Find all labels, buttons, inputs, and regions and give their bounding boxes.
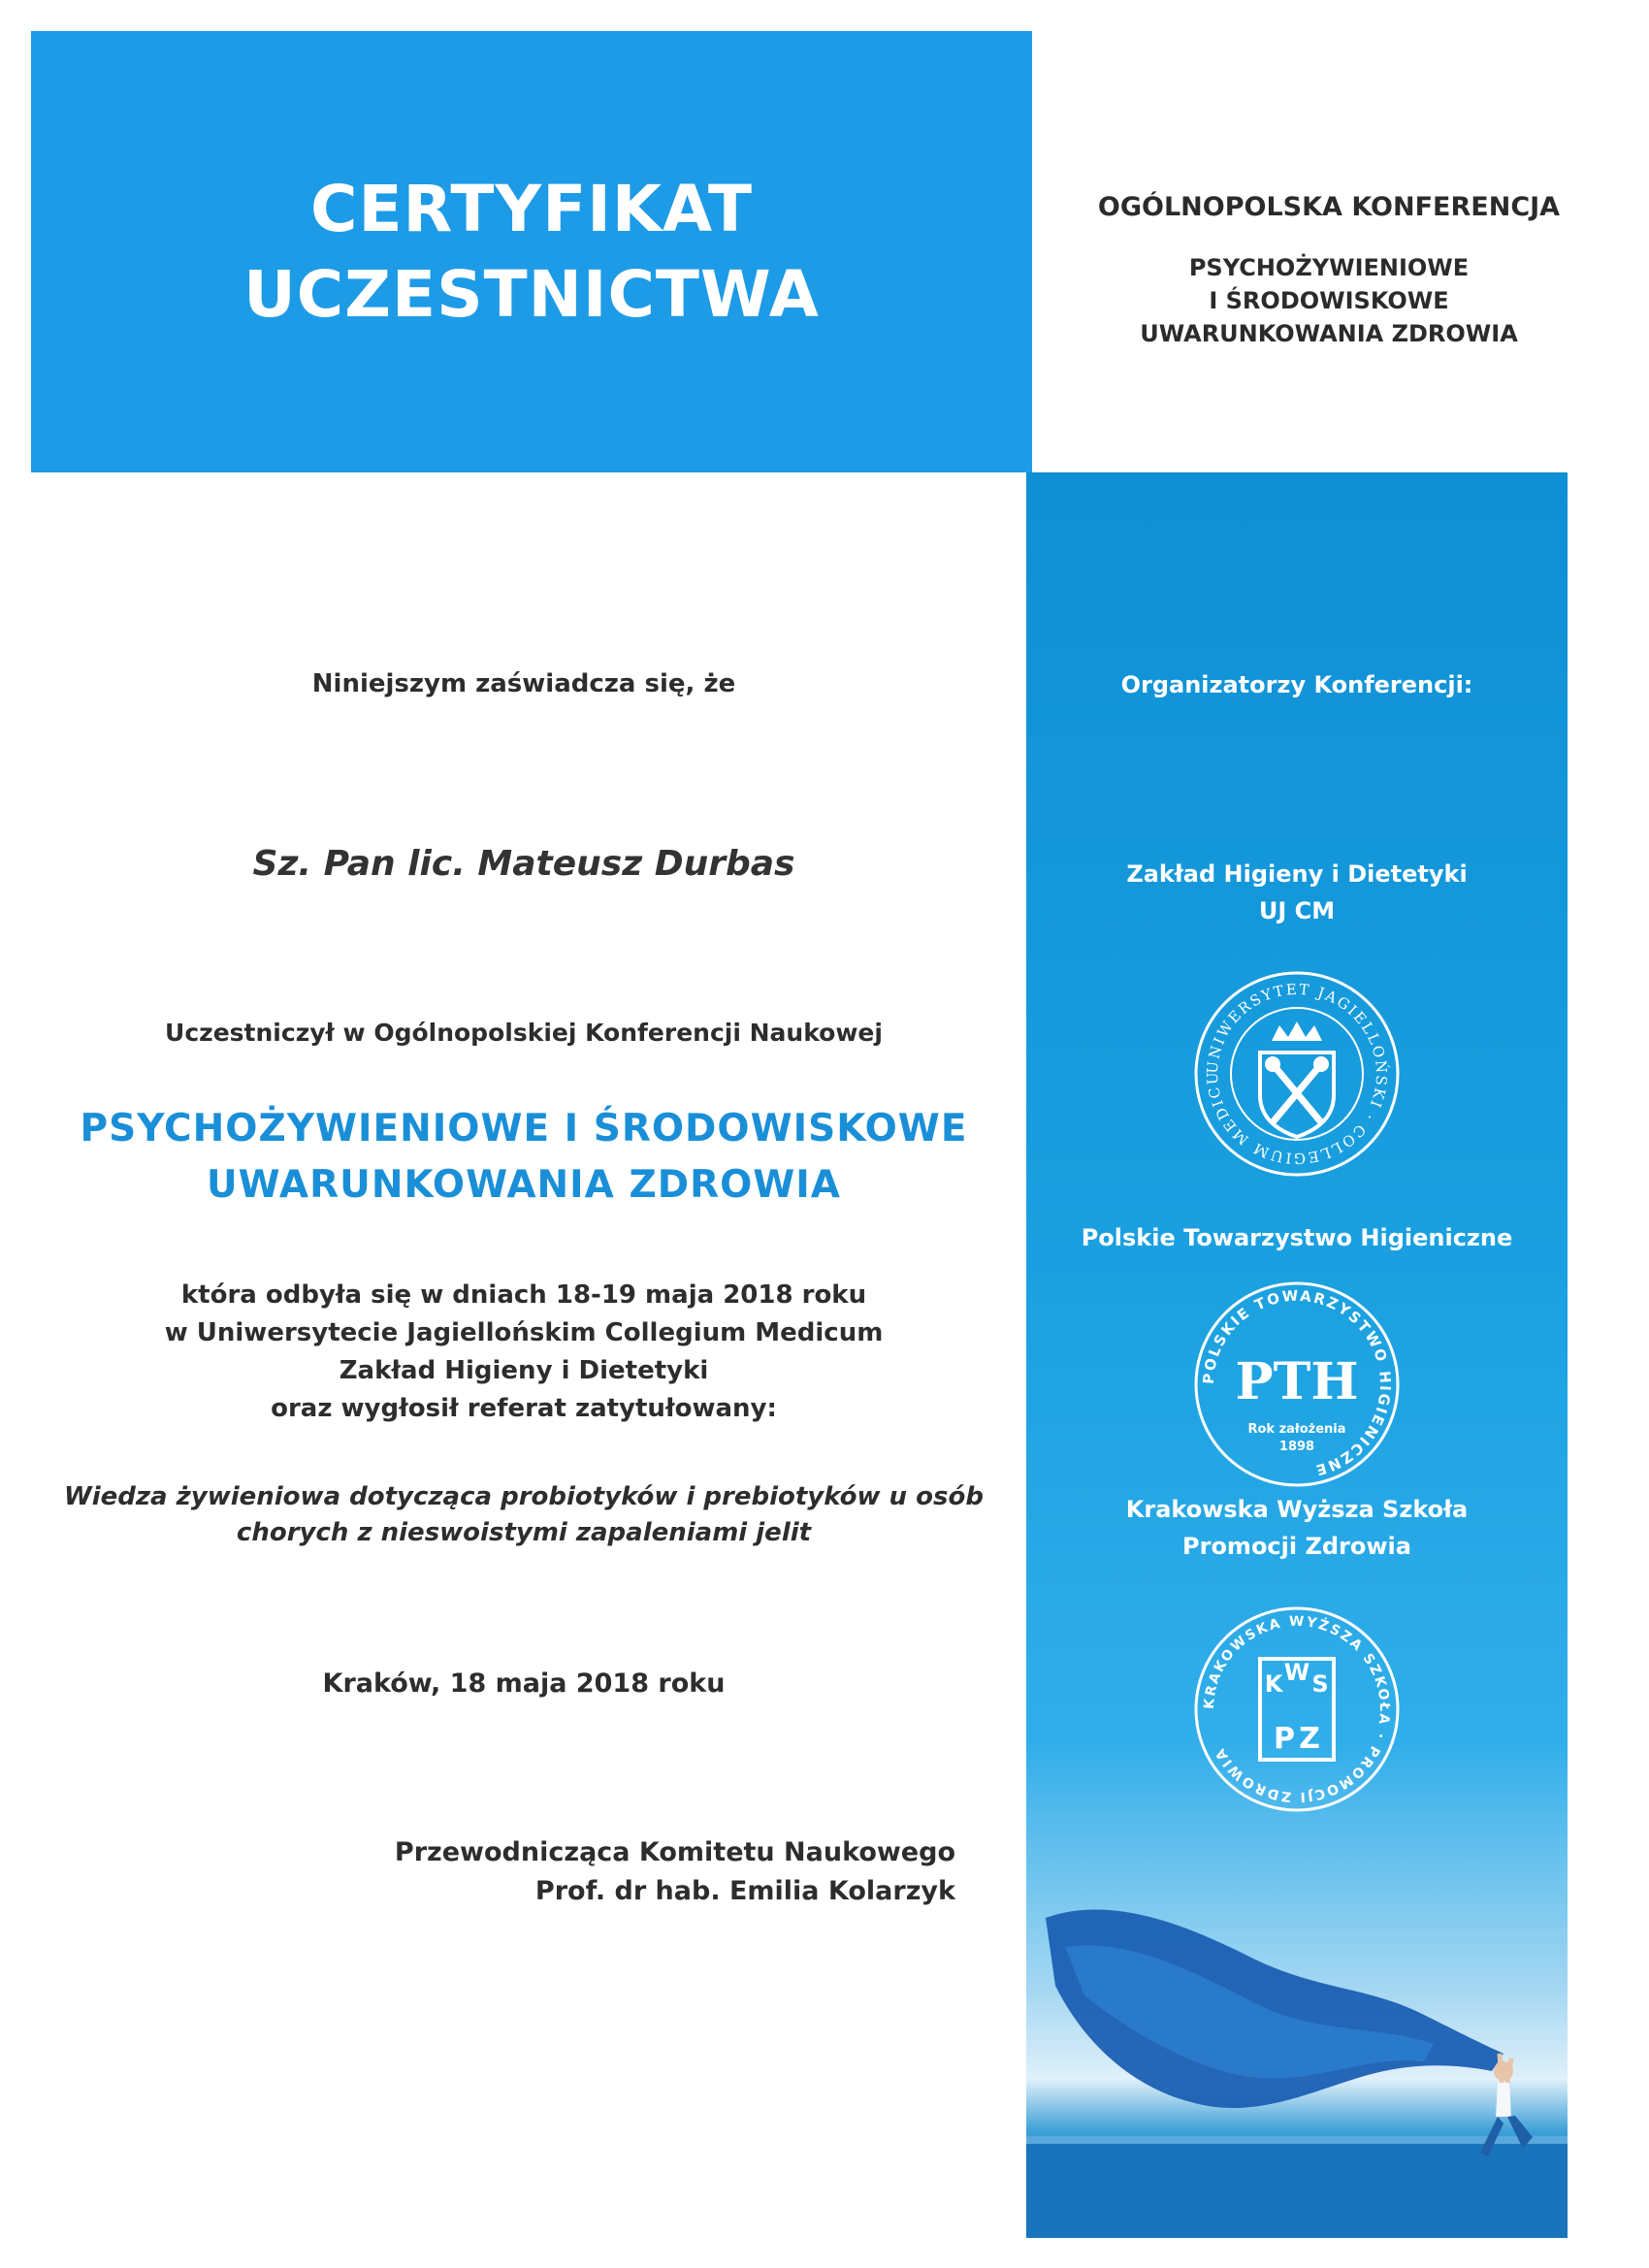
organizer-name-line: Polskie Towarzystwo Higieniczne <box>1081 1224 1513 1251</box>
svg-text:POLSKIE TOWARZYSTWO HIGIENICZN: POLSKIE TOWARZYSTWO HIGIENICZNE <box>1199 1286 1395 1480</box>
svg-text:K: K <box>1264 1670 1283 1698</box>
event-details-line: Zakład Higieny i Dietetyki <box>339 1356 709 1385</box>
event-details <box>39 1277 1009 1428</box>
conference-title-line: UWARUNKOWANIA ZDROWIA <box>207 1163 841 1207</box>
conference-title <box>39 1101 1009 1214</box>
organizer-name-line: Krakowska Wyższa Szkoła <box>1125 1496 1469 1523</box>
decorative-sea-scene <box>1026 1898 1568 2238</box>
kwspz-seal-icon <box>1190 1603 1404 1816</box>
signature-block <box>395 1833 955 1911</box>
talk-title <box>39 1479 1009 1551</box>
intro-text: Niniejszym zaświadcza się, że <box>311 669 736 698</box>
place-and-date: Kraków, 18 maja 2018 roku <box>322 1669 726 1699</box>
signature-role: Przewodnicząca Komitetu Naukowego <box>394 1837 955 1867</box>
svg-text:Z: Z <box>1299 1722 1320 1756</box>
certificate-title-line-2: UCZESTNICTWA <box>243 256 820 332</box>
conference-kicker: OGÓLNOPOLSKA KONFERENCJA <box>1097 192 1561 222</box>
event-details-line: oraz wygłosił referat zatytułowany: <box>271 1394 777 1423</box>
certificate-title-line-1: CERTYFIKAT <box>310 171 753 246</box>
talk-title-line: chorych z nieswoistymi zapaleniami jelit <box>236 1518 812 1547</box>
event-details-line: która odbyła się w dniach 18-19 maja 2018 roku <box>180 1280 867 1310</box>
svg-text:P: P <box>1274 1722 1295 1756</box>
conference-title-line: PSYCHOŻYWIENIOWE I ŚRODOWISKOWE <box>80 1107 968 1150</box>
certificate-title-banner <box>31 31 1032 472</box>
pth-seal-icon <box>1190 1278 1404 1491</box>
svg-text:Rok założenia: Rok założenia <box>1247 1422 1346 1437</box>
svg-text:PTH: PTH <box>1235 1352 1359 1411</box>
organizer-name-pth <box>1026 1219 1568 1256</box>
talk-title-line: Wiedza żywieniowa dotycząca probiotyków i prebiotyków u osób <box>64 1482 984 1511</box>
conference-header-line: UWARUNKOWANIA ZDROWIA <box>1140 320 1518 347</box>
organizers-sidebar <box>1026 472 1568 2238</box>
conference-header <box>1038 192 1620 350</box>
svg-text:UNIWERSYTET JAGIELLOŃSKI · COL: UNIWERSYTET JAGIELLOŃSKI · COLLEGIUM MEDICU <box>1203 980 1391 1168</box>
conference-header-line: PSYCHOŻYWIENIOWE <box>1188 254 1470 281</box>
recipient-name: Sz. Pan lic. Mateusz Durbas <box>252 844 795 884</box>
organizer-name-line: Promocji Zdrowia <box>1182 1533 1411 1560</box>
conference-header-line: I ŚRODOWISKOWE <box>1209 287 1449 314</box>
svg-text:KRAKOWSKA WYŻSZA SZKOŁA · PROM: KRAKOWSKA WYŻSZA SZKOŁA · PROMOCJI ZDROWIA <box>1201 1613 1393 1805</box>
organizer-name-kwspz <box>1026 1491 1568 1565</box>
organizer-name-line: UJ CM <box>1258 897 1336 924</box>
signature-name: Prof. dr hab. Emilia Kolarzyk <box>534 1876 955 1906</box>
organizer-name-line: Zakład Higieny i Dietetyki <box>1126 860 1468 888</box>
svg-text:W: W <box>1283 1659 1310 1686</box>
svg-text:S: S <box>1311 1670 1329 1698</box>
participation-text: Uczestniczył w Ogólnopolskiej Konferencji Naukowej <box>165 1019 883 1047</box>
svg-text:1898: 1898 <box>1278 1440 1315 1454</box>
event-details-line: w Uniwersytecie Jagiellońskim Collegium Medicum <box>164 1318 884 1347</box>
uj-cm-crest-icon <box>1190 967 1404 1181</box>
organizer-name-ujcm <box>1026 856 1568 929</box>
organizers-heading: Organizatorzy Konferencji: <box>1120 671 1473 698</box>
